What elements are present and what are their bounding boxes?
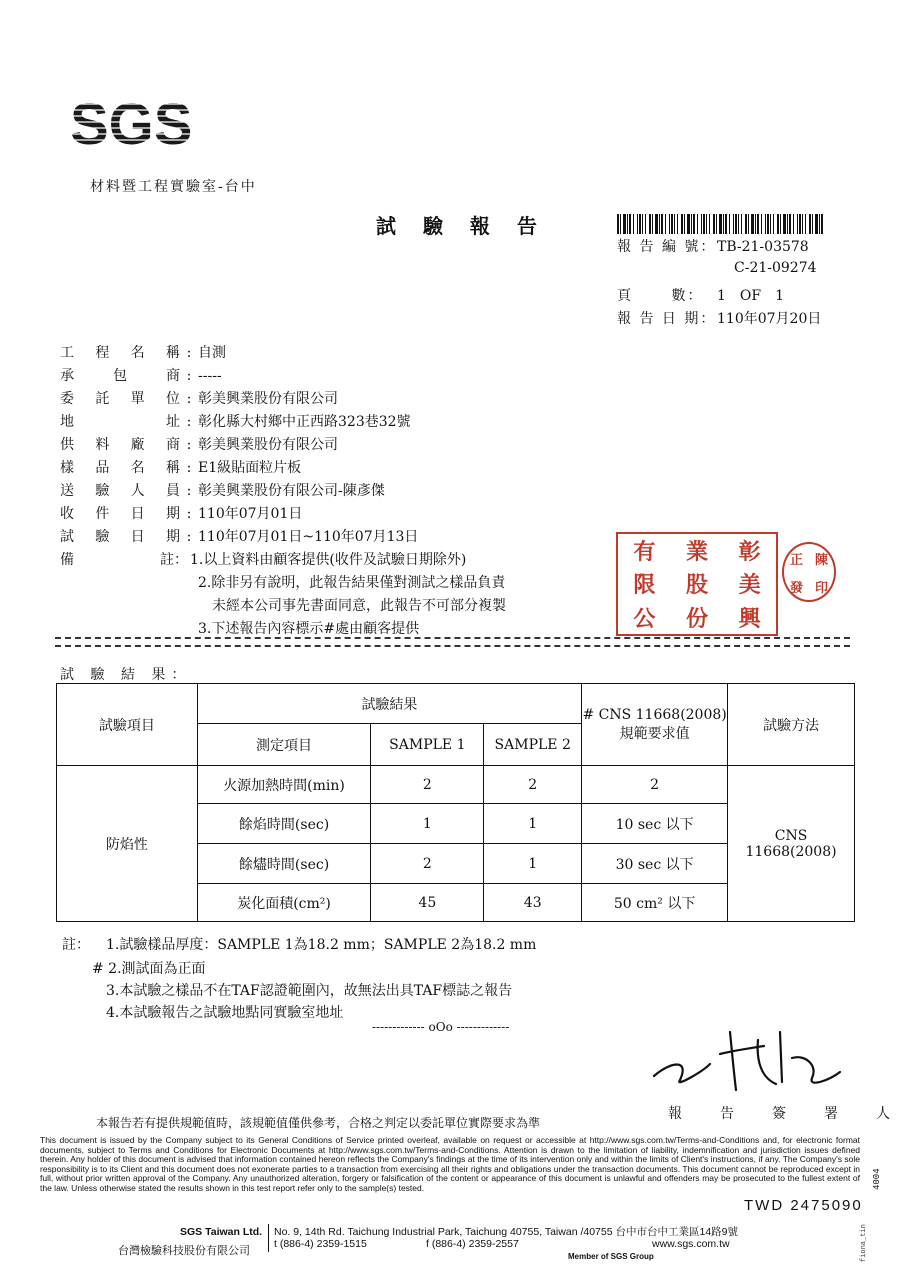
seal-char: 業: [685, 539, 708, 566]
barcode-bar: [725, 214, 727, 234]
method-cell: CNS 11668(2008): [728, 766, 855, 922]
info-label: 承包商: [60, 368, 180, 384]
info-value: 110年07月01日: [198, 506, 303, 522]
footer-address: No. 9, 14th Rd. Taichung Industrial Park, Taichung 40755, Taiwan /40755 台中市台中工業區14路9號: [274, 1226, 738, 1238]
table-header-row: [57, 684, 855, 724]
sample2-cell: 43: [484, 884, 582, 922]
seal-char: 發: [789, 580, 803, 596]
barcode-bar: [755, 214, 756, 234]
barcode-bar: [627, 214, 628, 234]
report-number-row: [617, 236, 809, 256]
spec-cell: 50 cm² 以下: [582, 884, 728, 922]
pages-row: [617, 285, 784, 305]
table-row: [57, 766, 855, 804]
header-spec: # CNS 11668(2008) 規範要求值: [582, 684, 728, 766]
info-row: 樣品名稱 : E1級貼面粒片板: [60, 457, 301, 477]
seal-char: 公: [633, 605, 656, 632]
notes-label: 註：: [62, 937, 90, 953]
footer-member: Member of SGS Group: [568, 1252, 654, 1261]
remarks-label: 備: [60, 552, 74, 568]
barcode-bar: [780, 214, 781, 234]
barcode-bar: [809, 214, 811, 234]
barcode-bar: [761, 214, 762, 234]
barcode-bar: [773, 214, 774, 234]
measure-cell: 餘焰時間(sec): [197, 804, 371, 844]
barcode-bar: [797, 214, 798, 234]
report-number-label: 報 告 編 號：: [617, 239, 717, 255]
measure-cell: 餘燼時間(sec): [197, 844, 371, 884]
remark-line: 未經本公司事先書面同意，此報告不可部分複製: [212, 598, 506, 614]
spec-cell: 30 sec 以下: [582, 844, 728, 884]
info-label: 供料廠商: [60, 437, 180, 453]
barcode-bar: [735, 214, 737, 234]
seal-char: 份: [685, 605, 708, 632]
barcode-bar: [645, 214, 646, 234]
report-number: TB-21-03578: [717, 239, 809, 255]
signature: [640, 1018, 850, 1098]
seal-char: 限: [633, 572, 656, 599]
sample1-cell: 45: [371, 884, 484, 922]
info-row: 地址 : 彰化縣大村鄉中正西路323巷32號: [60, 411, 411, 431]
info-value: 彰化縣大村鄉中正西路323巷32號: [198, 414, 411, 430]
barcode-bar: [649, 214, 651, 234]
header-result: 試驗結果: [197, 684, 581, 724]
sample1-cell: 1: [371, 804, 484, 844]
barcode-bar: [623, 214, 626, 234]
report-date: 110年07月20日: [717, 311, 822, 327]
info-row: 送驗人員 : 彰美興業股份有限公司-陳彥傑: [60, 480, 385, 500]
info-label: 委託單位: [60, 391, 180, 407]
barcode-bar: [659, 214, 660, 234]
barcode-bar: [639, 214, 641, 234]
seal-char: 股: [685, 572, 708, 599]
barcode-bar: [697, 214, 698, 234]
barcode-bar: [669, 214, 670, 234]
sample1-cell: 2: [371, 844, 484, 884]
barcode-bar: [719, 214, 722, 234]
info-row: 委託單位 : 彰美興業股份有限公司: [60, 388, 338, 408]
barcode-bar: [777, 214, 779, 234]
sample2-cell: 1: [484, 804, 582, 844]
header-item: 試驗項目: [57, 684, 198, 766]
footer-company-en: SGS Taiwan Ltd.: [180, 1226, 263, 1238]
barcode-bar: [812, 214, 813, 234]
pages-value: 1 OF 1: [717, 288, 785, 304]
barcode-bar: [770, 214, 771, 234]
barcode-bar: [637, 214, 638, 234]
barcode-bar: [677, 214, 678, 234]
seal-char: 有: [633, 539, 656, 566]
info-label: 工程名稱: [60, 345, 180, 361]
remark-line: 1.以上資料由顧客提供(收件及試驗日期除外): [190, 552, 467, 568]
barcode-bar: [745, 214, 747, 234]
barcode: [617, 214, 827, 234]
barcode-bar: [709, 214, 710, 234]
barcode-bar: [793, 214, 794, 234]
barcode-bar: [805, 214, 806, 234]
sample1-cell: 2: [371, 766, 484, 804]
side-code: 4004: [872, 1168, 882, 1190]
company-seal: [616, 532, 778, 636]
info-row: 工程名稱 : 自測: [60, 342, 226, 362]
barcode-bar: [733, 214, 734, 234]
footer-company-zh: 台灣檢驗科技股份有限公司: [118, 1244, 250, 1257]
barcode-bar: [629, 214, 631, 234]
sample2-cell: 2: [484, 766, 582, 804]
serial-number: TWD 2475090: [744, 1197, 863, 1214]
info-label: 送驗人員: [60, 483, 180, 499]
barcode-bar: [787, 214, 788, 234]
page-title: 試 驗 報 告: [376, 214, 547, 238]
results-table: [56, 683, 855, 922]
remark-line: 2.除非另有說明，此報告結果僅對測試之樣品負責: [198, 575, 506, 591]
note-line: # 2.測試面為正面: [92, 961, 206, 977]
info-row: 供料廠商 : 彰美興業股份有限公司: [60, 434, 338, 454]
barcode-bar: [738, 214, 739, 234]
info-label: 試驗日期: [60, 529, 180, 545]
barcode-bar: [665, 214, 666, 234]
barcode-bar: [633, 214, 634, 234]
divider: [55, 637, 850, 639]
barcode-bar: [767, 214, 769, 234]
side-code-2: fiona_tin: [860, 1224, 868, 1262]
barcode-bar: [687, 214, 690, 234]
info-value: 彰美興業股份有限公司-陳彥傑: [198, 483, 385, 499]
measure-cell: 火源加熱時間(min): [197, 766, 371, 804]
barcode-bar: [674, 214, 675, 234]
barcode-bar: [815, 214, 818, 234]
info-label: 樣品名稱: [60, 460, 180, 476]
barcode-bar: [789, 214, 791, 234]
info-value: 彰美興業股份有限公司: [198, 391, 338, 407]
info-label: 地址: [60, 414, 180, 430]
header-sample-2: SAMPLE 2: [484, 724, 582, 766]
spec-cell: 2: [582, 766, 728, 804]
results-label: 試 驗 結 果：: [60, 667, 192, 683]
header-measure: 測定項目: [197, 724, 371, 766]
svg-text:SGS: SGS: [70, 92, 193, 152]
barcode-bar: [716, 214, 717, 234]
barcode-bar: [802, 214, 803, 234]
barcode-bar: [703, 214, 705, 234]
header-method: 試驗方法: [728, 684, 855, 766]
barcode-bar: [757, 214, 759, 234]
barcode-bar: [819, 214, 820, 234]
report-date-row: [617, 308, 821, 328]
note-line: 1.試驗樣品厚度：SAMPLE 1為18.2 mm；SAMPLE 2為18.2 mm: [106, 937, 537, 953]
signer-label: 報 告 簽 署 人: [668, 1106, 902, 1122]
divider: [55, 645, 850, 647]
group-cell: 防焰性: [57, 766, 198, 922]
seal-char: 興: [738, 605, 761, 632]
lab-name: 材料暨工程實驗室-台中: [90, 179, 257, 195]
note-line: 3.本試驗之樣品不在TAF認證範圍內，故無法出具TAF標誌之報告: [106, 983, 513, 999]
barcode-bar: [671, 214, 673, 234]
barcode-bar: [713, 214, 715, 234]
barcode-bar: [765, 214, 766, 234]
barcode-bar: [681, 214, 683, 234]
header-sample-1: SAMPLE 1: [371, 724, 484, 766]
barcode-bar: [701, 214, 702, 234]
personal-seal: [782, 542, 836, 602]
barcode-bar: [693, 214, 695, 234]
barcode-bar: [723, 214, 724, 234]
barcode-bar: [691, 214, 692, 234]
seal-char: 印: [814, 580, 828, 596]
info-row: 收件日期 : 110年07月01日: [60, 503, 302, 523]
barcode-bar: [783, 214, 786, 234]
barcode-bar: [821, 214, 823, 234]
barcode-bar: [652, 214, 653, 234]
seal-char: 美: [738, 572, 761, 599]
spec-cell: 10 sec 以下: [582, 804, 728, 844]
barcode-bar: [706, 214, 707, 234]
footer-divider: [268, 1224, 269, 1252]
report-number-2: C-21-09274: [734, 260, 817, 276]
info-value: E1級貼面粒片板: [198, 460, 302, 476]
barcode-bar: [661, 214, 663, 234]
terms-fine-print: This document is issued by the Company subject to its General Conditions of Service printed overleaf, available on request or accessible at http://www.sgs.com.tw/Terms-and-Conditions and, for electronic format documents, subject to Terms and Conditions for Electronic Documents at http://www.sgs.com.tw/Terms-and-Conditions. Attention is drawn to the limitation of liability, indemnification and jurisdiction issues defined therein. Any holder of this document is advised that information contained hereon reflects the Company's findings at the time of its intervention only and within the limits of Client's instructions, if any. The Company's sole responsibility is to its Client and this document does not exonerate parties to a transaction from exercising all their rights and obligations under the transaction documents. This document cannot be reproduced except in full, without prior written approval of the Company. Any unauthorized alteration, forgery or falsification of the content or appearance of this document is unlawful and offenders may be prosecuted to the fullest extent of the law. Unless otherwise stated the results shown in this test report refer only to the sample(s) tested.: [40, 1135, 860, 1193]
barcode-bar: [642, 214, 643, 234]
end-mark: ------------- oOo -------------: [372, 1020, 510, 1034]
seal-char: 彰: [738, 539, 761, 566]
barcode-bar: [748, 214, 749, 234]
note-line: 4.本試驗報告之試驗地點同實驗室地址: [106, 1005, 344, 1021]
barcode-bar: [751, 214, 754, 234]
report-date-label: 報 告 日 期：: [617, 311, 717, 327]
barcode-bar: [620, 214, 621, 234]
remark-line: 3.下述報告內容標示#處由顧客提供: [198, 621, 420, 637]
info-value: -----: [198, 368, 222, 384]
info-label: 收件日期: [60, 506, 180, 522]
info-value: 110年07月01日~110年07月13日: [198, 529, 419, 545]
seal-char: 正: [789, 552, 803, 568]
barcode-bar: [729, 214, 730, 234]
info-row: 承包商 : -----: [60, 365, 222, 385]
info-value: 彰美興業股份有限公司: [198, 437, 338, 453]
barcode-bar: [741, 214, 742, 234]
measure-cell: 炭化面積(cm²): [197, 884, 371, 922]
seal-char: 陳: [814, 552, 828, 568]
barcode-bar: [655, 214, 658, 234]
disclaimer: 本報告若有提供規範值時，該規範值僅供參考，合格之判定以委託單位實際要求為準: [96, 1116, 541, 1130]
barcode-bar: [799, 214, 801, 234]
sgs-logo: [68, 92, 196, 152]
remarks-note-label: 註：: [160, 552, 188, 568]
info-value: 自測: [198, 345, 226, 361]
footer-web: www.sgs.com.tw: [652, 1238, 730, 1250]
barcode-bar: [617, 214, 619, 234]
sample2-cell: 1: [484, 844, 582, 884]
pages-label: 頁 數：: [617, 288, 704, 304]
footer-tel: t (886-4) 2359-1515: [274, 1238, 367, 1250]
footer-fax: f (886-4) 2359-2557: [426, 1238, 519, 1250]
barcode-bar: [684, 214, 685, 234]
info-row: 試驗日期 : 110年07月01日~110年07月13日: [60, 526, 418, 546]
